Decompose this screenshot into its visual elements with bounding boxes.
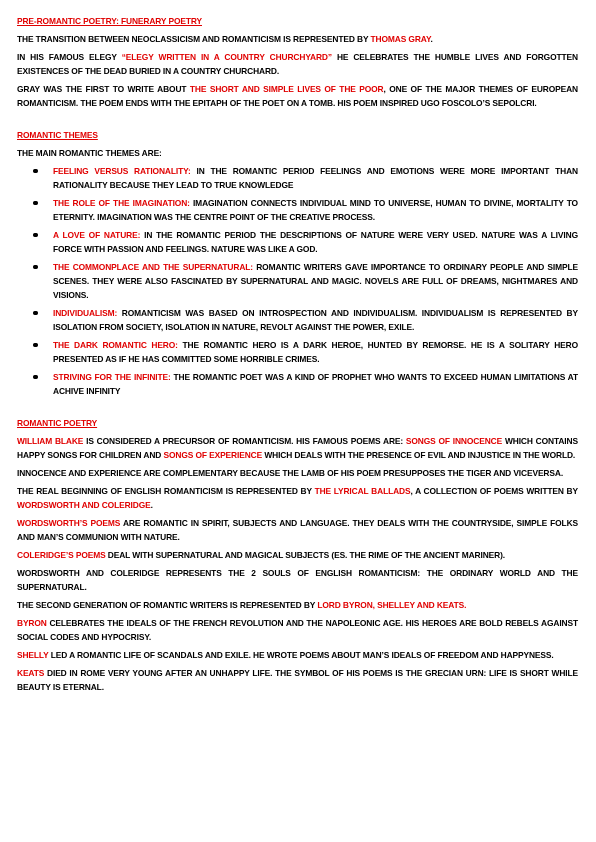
heading-romantic-themes: ROMANTIC THEMES [17, 130, 98, 140]
theme-label: THE DARK ROMANTIC HERO: [53, 340, 178, 350]
list-item-theme [53, 164, 578, 192]
highlight-keats: KEATS [17, 668, 45, 678]
bullet-dot [33, 201, 38, 206]
list-item-theme [53, 338, 578, 366]
document-body [17, 14, 578, 698]
paragraph-byron: BYRON CELEBRATES THE IDEALS OF THE FRENCH REVOLUTION AND THE NAPOLEONIC AGE. HIS HEROES ARE BOLD REBELS AGAINST SOCIAL CODES AND HYPOCRISY. [17, 618, 578, 642]
theme-text: IN THE ROMANTIC PERIOD FEELINGS AND EMOTIONS WERE MORE IMPORTANT THAN RATIONALITY BECAUSE THEY LEAD TO TRUE KNOWLEDGE [53, 166, 578, 190]
highlight-songs-of-experience: SONGS OF EXPERIENCE [163, 450, 263, 460]
theme-label: FEELING VERSUS RATIONALITY: [53, 166, 191, 176]
paragraph-coleridge: COLERIDGE’S POEMS DEAL WITH SUPERNATURAL AND MAGICAL SUBJECTS (ES. THE RIME OF THE ANCIENT MARINER). [17, 550, 506, 560]
theme-label: THE ROLE OF THE IMAGINATION: [53, 198, 190, 208]
highlight-short-simple-lives: THE SHORT AND SIMPLE LIVES OF THE POOR [189, 84, 384, 94]
heading-romantic-poetry: ROMANTIC POETRY [17, 418, 98, 428]
highlight-byron-shelley-keats: LORD BYRON, SHELLEY AND KEATS. [317, 600, 467, 610]
section-spacer [17, 114, 578, 128]
list-item-theme [53, 260, 578, 302]
highlight-wordsworths-poems: WORDSWORTH’S POEMS [17, 518, 121, 528]
list-item-theme [53, 228, 578, 256]
paragraph-shelly: SHELLY LED A ROMANTIC LIFE OF SCANDALS AND EXILE. HE WROTE POEMS ABOUT MAN’S IDEALS OF FREEDOM AND HAPPYNESS. [17, 650, 554, 660]
highlight-coleridges-poems: COLERIDGE’S POEMS [17, 550, 106, 560]
list-item-theme [53, 370, 578, 398]
list-item-theme [53, 306, 578, 334]
highlight-thomas-gray: THOMAS GRAY [370, 34, 431, 44]
paragraph-innocence-experience: INNOCENCE AND EXPERIENCE ARE COMPLEMENTARY BECAUSE THE LAMB OF HIS POEM PRESUPPOSES THE TIGER AND VICEVERSA. [17, 468, 564, 478]
bullet-dot [33, 265, 38, 270]
section-spacer [17, 402, 578, 416]
paragraph-blake: WILLIAM BLAKE IS CONSIDERED A PRECURSOR OF ROMANTICISM. HIS FAMOUS POEMS ARE: SONGS OF INNOCENCE WHICH CONTAINS HAPPY SONGS FOR CHILDREN AND SONGS OF EXPERIENCE WHICH DEALS WITH THE PRESENCE OF EVIL AND INJUSTICE IN THE WORLD. [17, 436, 578, 460]
theme-text: IN THE ROMANTIC PERIOD THE DESCRIPTIONS OF NATURE WERE VERY USED. NATURE WAS A LIVING FORCE WITH PASSION AND FEELINGS. NATURE WAS LIKE A GOD. [53, 230, 578, 254]
paragraph-gray-first: GRAY WAS THE FIRST TO WRITE ABOUT THE SHORT AND SIMPLE LIVES OF THE POOR, ONE OF THE MAJOR THEMES OF EUROPEAN ROMANTICISM. THE POEM ENDS WITH THE EPITAPH OF THE POET ON A TOMB. HIS POEM INSPIRED UGO FOSCOLO’S SEPOLCRI. [17, 84, 578, 108]
bullet-dot [33, 343, 38, 348]
bullet-dot [33, 233, 38, 238]
theme-text: THE ROMANTIC HERO IS A DARK HEROE, HUNTED BY REMORSE. HE IS A SOLITARY HERO PRESENTED AS IF HE HAS COMMITTED SOME HORRIBLE CRIMES. [53, 340, 578, 364]
theme-text: THE ROMANTIC POET WAS A KIND OF PROPHET WHO WANTS TO EXCEED HUMAN LIMITATIONS AT ACHIVE INFINITY [53, 372, 578, 396]
theme-label: THE COMMONPLACE AND THE SUPERNATURAL: [53, 262, 253, 272]
theme-label: INDIVIDUALISM: [53, 308, 118, 318]
list-item-theme [53, 196, 578, 224]
bullet-dot [33, 311, 38, 316]
paragraph-two-souls: WORDSWORTH AND COLERIDGE REPRESENTS THE 2 SOULS OF ENGLISH ROMANTICISM: THE ORDINARY WORLD AND THE SUPERNATURAL. [17, 568, 578, 592]
heading-pre-romantic-poetry: PRE-ROMANTIC POETRY: FUNERARY POETRY [17, 16, 202, 26]
paragraph-second-generation: THE SECOND GENERATION OF ROMANTIC WRITERS IS REPRESENTED BY LORD BYRON, SHELLEY AND KEATS. [17, 600, 467, 610]
highlight-shelly: SHELLY [17, 650, 49, 660]
paragraph-themes-intro: THE MAIN ROMANTIC THEMES ARE: [17, 148, 162, 158]
theme-text: ROMANTIC WRITERS GAVE IMPORTANCE TO ORDINARY PEOPLE AND SIMPLE SCENES. THEY WERE ALSO FASCINATED BY SUPERNATURAL AND MAGIC. NOVELS ARE FULL OF DREAMS, NIGHTMARES AND VISIONS. [53, 262, 578, 300]
highlight-byron: BYRON [17, 618, 47, 628]
theme-text: IMAGINATION CONNECTS INDIVIDUAL MIND TO UNIVERSE, HUMAN TO DIVINE, MORTALITY TO ETERNITY. IMAGINATION WAS THE CENTRE POINT OF THE CREATIVE PROCESS. [53, 198, 578, 222]
theme-label: STRIVING FOR THE INFINITE: [53, 372, 171, 382]
highlight-william-blake: WILLIAM BLAKE [17, 436, 84, 446]
paragraph-wordsworth: WORDSWORTH’S POEMS ARE ROMANTIC IN SPIRIT, SUBJECTS AND LANGUAGE. THEY DEALS WITH THE COUNTRYSIDE, SIMPLE FOLKS AND MAN’S COMMUNION WITH NATURE. [17, 518, 579, 542]
highlight-songs-of-innocence: SONGS OF INNOCENCE [405, 436, 503, 446]
paragraph-transition: THE TRANSITION BETWEEN NEOCLASSICISM AND ROMANTICISM IS REPRESENTED BY THOMAS GRAY. [17, 34, 433, 44]
theme-text: ROMANTICISM WAS BASED ON INTROSPECTION AND INDIVIDUALISM. INDIVIDUALISM IS REPRESENTED BY ISOLATION FROM SOCIETY, ISOLATION IN NATURE, REVOLT AGAINST THE POWER, EXILE. [53, 308, 578, 332]
paragraph-lyrical-ballads: THE REAL BEGINNING OF ENGLISH ROMANTICISM IS REPRESENTED BY THE LYRICAL BALLADS, A COLLECTION OF POEMS WRITTEN BY WORDSWORTH AND COLERIDGE. [17, 486, 578, 510]
theme-label: A LOVE OF NATURE: [53, 230, 141, 240]
themes-list [17, 164, 578, 398]
bullet-dot [33, 169, 38, 174]
highlight-elegy-title: “ELEGY WRITTEN IN A COUNTRY CHURCHYARD” [121, 52, 332, 62]
paragraph-keats: KEATS DIED IN ROME VERY YOUNG AFTER AN UNHAPPY LIFE. THE SYMBOL OF HIS POEMS IS THE GRECIAN URN: LIFE IS SHORT WHILE BEAUTY IS ETERNAL. [17, 668, 578, 692]
highlight-wordsworth-coleridge: WORDSWORTH AND COLERIDGE [17, 500, 151, 510]
bullet-dot [33, 375, 38, 380]
highlight-lyrical-ballads: THE LYRICAL BALLADS [314, 486, 411, 496]
paragraph-elegy: IN HIS FAMOUS ELEGY “ELEGY WRITTEN IN A COUNTRY CHURCHYARD” HE CELEBRATES THE HUMBLE LIVES AND FORGOTTEN EXISTENCES OF THE DEAD BURIED IN A COUNTRY CHURCHARD. [17, 52, 578, 76]
